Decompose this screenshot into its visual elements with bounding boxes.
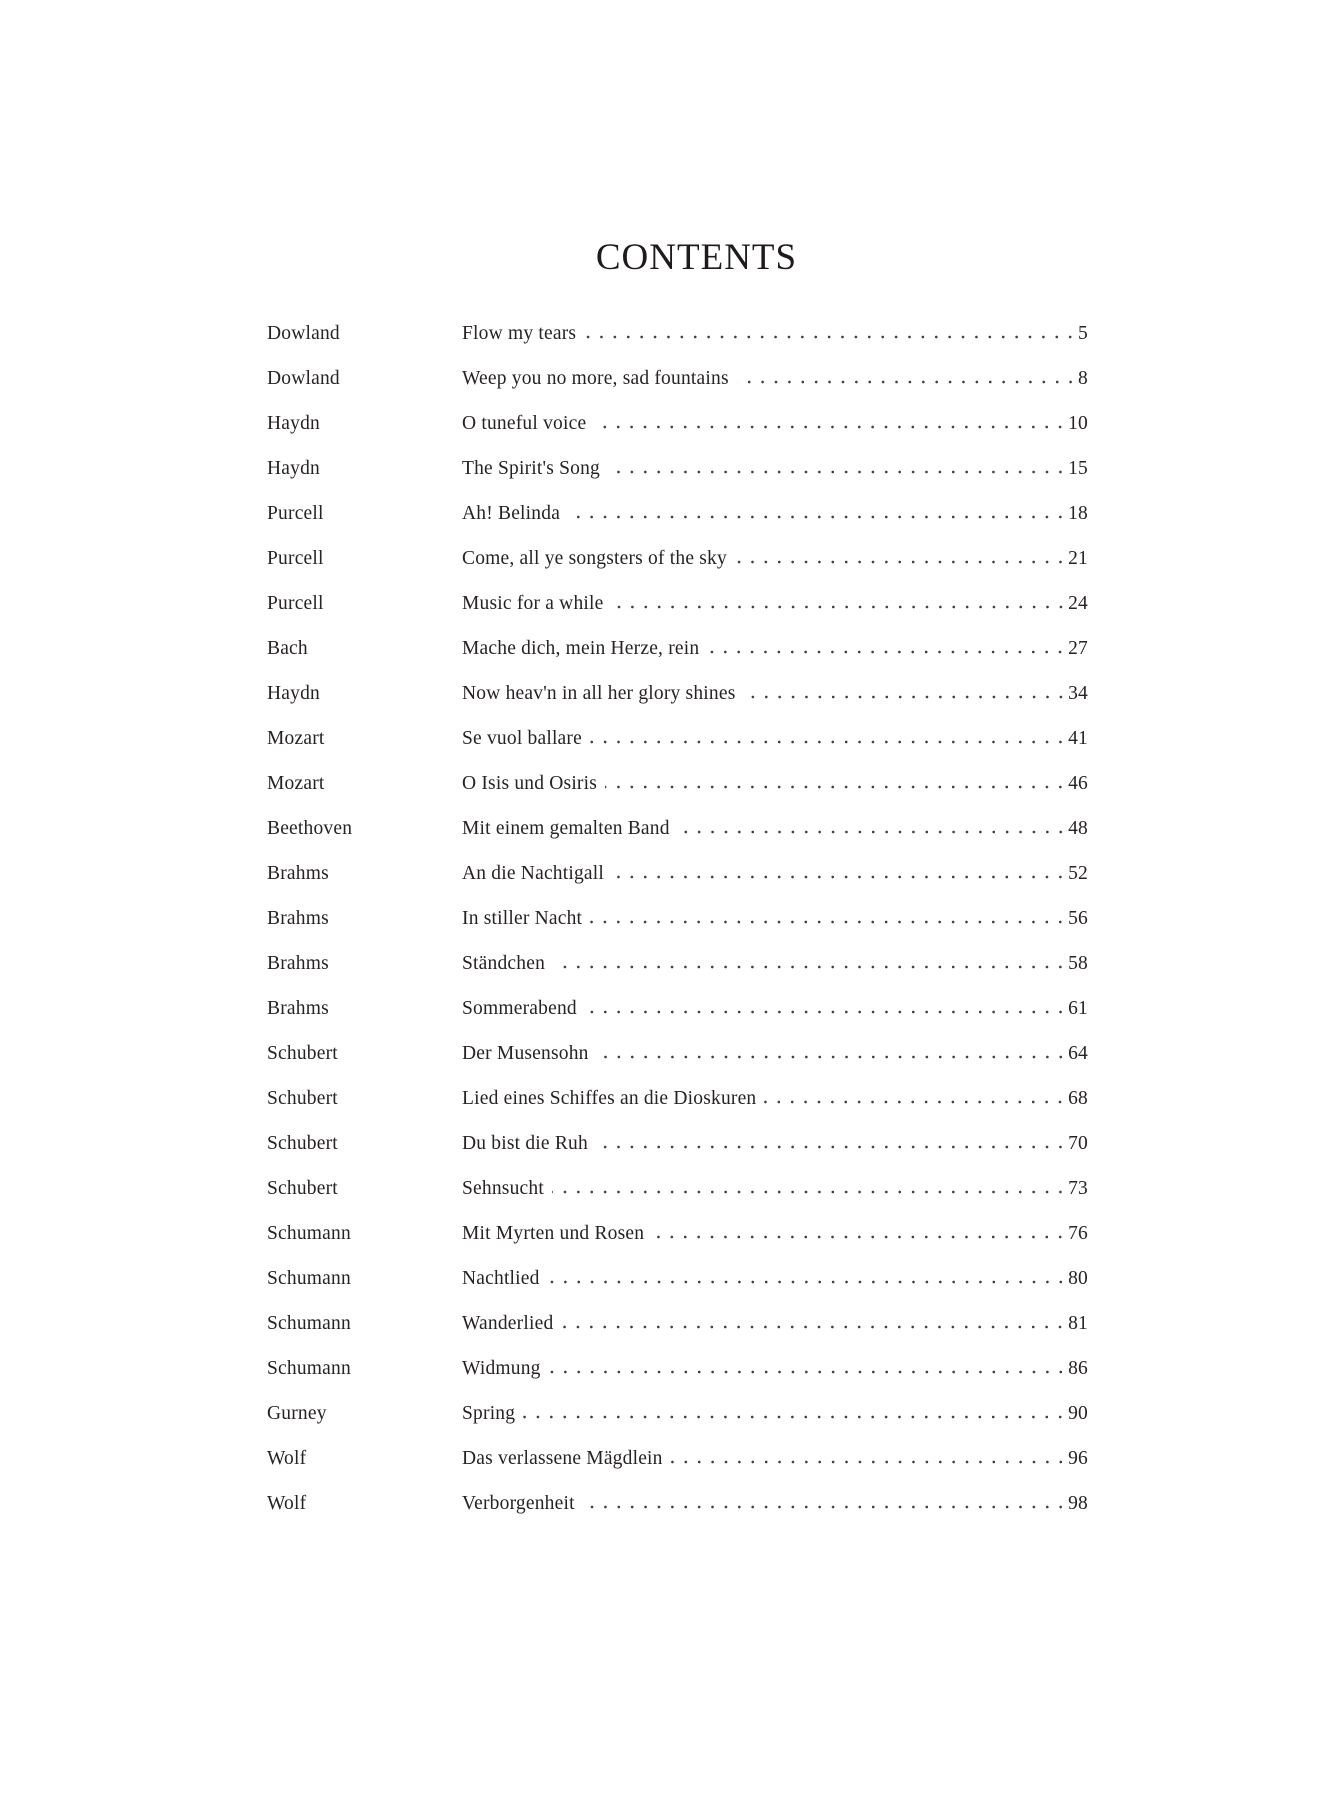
toc-composer: Haydn [267,683,320,704]
toc-title-cell [462,1166,1088,1211]
page-title: CONTENTS [595,237,798,278]
toc-page-number: 21 [1068,548,1088,569]
dot-leader [594,425,1067,429]
toc-title-cell [462,806,1088,851]
dot-leader [671,1460,1067,1464]
toc-composer: Bach [267,638,308,659]
toc-entry [267,491,1088,536]
toc-title-cell [462,716,1088,761]
toc-composer: Schumann [267,1313,351,1334]
toc-song-title: Mache dich, mein Herze, rein [462,638,700,659]
toc-title-cell [462,1301,1088,1346]
dot-leader [612,605,1068,609]
dot-leader [764,1100,1067,1104]
toc-composer: Mozart [267,773,325,794]
toc-song-title: Mit einem gemalten Band [462,818,670,839]
toc-page-number: 86 [1068,1358,1088,1379]
toc-entry [267,1301,1088,1346]
toc-song-title: Music for a while [462,593,604,614]
dot-leader [590,740,1067,744]
toc-composer: Brahms [267,998,329,1019]
toc-title-cell [462,1076,1088,1121]
toc-entry [267,356,1088,401]
toc-composer: Wolf [267,1493,307,1514]
toc-entry [267,671,1088,716]
dot-leader [597,1055,1067,1059]
dot-leader [548,1280,1067,1284]
toc-title-cell [462,986,1088,1031]
toc-composer: Mozart [267,728,325,749]
toc-entry [267,446,1088,491]
toc-title-cell [462,671,1088,716]
toc-title-cell [462,761,1088,806]
toc-page-number: 27 [1068,638,1088,659]
toc-title-cell [462,1121,1088,1166]
toc-song-title: Der Musensohn [462,1043,589,1064]
toc-entry [267,941,1088,986]
toc-composer: Purcell [267,593,324,614]
toc-title-cell [462,941,1088,986]
toc-song-title: Se vuol ballare [462,728,582,749]
toc-entry [267,986,1088,1031]
toc-page-number: 10 [1068,413,1088,434]
toc-entry [267,1211,1088,1256]
toc-entry [267,311,1088,356]
dot-leader [584,335,1077,339]
toc-song-title: An die Nachtigall [462,863,605,884]
toc-page-number: 48 [1068,818,1088,839]
dot-leader [549,1370,1067,1374]
toc-entry [267,536,1088,581]
toc-entry [267,1481,1088,1526]
toc-song-title: Ständchen [462,953,546,974]
toc-title-cell [462,1031,1088,1076]
dot-leader [523,1415,1067,1419]
dot-leader [561,1325,1067,1329]
toc-page-number: 8 [1078,368,1088,389]
toc-song-title: Flow my tears [462,323,577,344]
toc-title-cell [462,536,1088,581]
toc-song-title: The Spirit's Song [462,458,601,479]
toc-song-title: Mit Myrten und Rosen [462,1223,645,1244]
toc-composer: Schumann [267,1358,351,1379]
toc-title-cell [462,851,1088,896]
toc-song-title: Sehnsucht [462,1178,544,1199]
toc-entry [267,1031,1088,1076]
toc-composer: Dowland [267,323,340,344]
toc-composer: Purcell [267,548,324,569]
toc-entry [267,1436,1088,1481]
dot-leader [568,515,1067,519]
toc-page-number: 18 [1068,503,1088,524]
dot-leader [608,470,1067,474]
toc-title-cell [462,1211,1088,1256]
toc-entry [267,896,1088,941]
toc-composer: Purcell [267,503,324,524]
toc-page-number: 34 [1068,683,1088,704]
dot-leader [552,1190,1067,1194]
toc-page-number: 81 [1068,1313,1088,1334]
dot-leader [652,1235,1067,1239]
toc-title-cell [462,1256,1088,1301]
page-title-wrap [267,236,1088,280]
dot-leader [596,1145,1067,1149]
toc-song-title: Ah! Belinda [462,503,561,524]
dot-leader [735,560,1067,564]
dot-leader [590,920,1067,924]
toc-entry [267,626,1088,671]
toc-title-cell [462,401,1088,446]
toc-song-title: O tuneful voice [462,413,587,434]
toc-composer: Beethoven [267,818,353,839]
toc-page-number: 80 [1068,1268,1088,1289]
toc-title-cell [462,581,1088,626]
dot-leader [612,875,1067,879]
toc-composer: Dowland [267,368,340,389]
toc-composer: Schumann [267,1223,351,1244]
toc-page-number: 46 [1068,773,1088,794]
toc-composer: Brahms [267,863,329,884]
toc-page-number: 76 [1068,1223,1088,1244]
toc-page-number: 90 [1068,1403,1088,1424]
toc-composer: Schubert [267,1088,338,1109]
dot-leader [585,1010,1067,1014]
toc-composer: Schubert [267,1133,338,1154]
dot-leader [553,965,1067,969]
toc-entry [267,401,1088,446]
toc-song-title: Verborgenheit [462,1493,575,1514]
toc-song-title: Wanderlied [462,1313,554,1334]
dot-leader [737,380,1077,384]
toc-composer: Schubert [267,1178,338,1199]
toc-page-number: 68 [1068,1088,1088,1109]
toc-entry [267,1076,1088,1121]
toc-composer: Brahms [267,908,329,929]
toc-entry [267,716,1088,761]
toc-composer: Schumann [267,1268,351,1289]
toc-page-number: 96 [1068,1448,1088,1469]
toc-entry [267,1256,1088,1301]
toc-song-title: Sommerabend [462,998,577,1019]
toc-page-number: 64 [1068,1043,1088,1064]
dot-leader [707,650,1067,654]
toc-page-number: 58 [1068,953,1088,974]
toc-composer: Schubert [267,1043,338,1064]
toc-composer: Brahms [267,953,329,974]
toc-page-number: 52 [1068,863,1088,884]
toc-song-title: Come, all ye songsters of the sky [462,548,727,569]
toc-entry [267,1346,1088,1391]
dot-leader [583,1505,1067,1509]
toc-page-number: 70 [1068,1133,1088,1154]
dot-leader [605,785,1067,789]
toc-title-cell [462,311,1088,356]
toc-title-cell [462,626,1088,671]
toc-composer: Haydn [267,458,320,479]
toc-song-title: Nachtlied [462,1268,540,1289]
toc-composer: Haydn [267,413,320,434]
toc-song-title: Lied eines Schiffes an die Dioskuren [462,1088,757,1109]
toc-page-number: 24 [1068,593,1088,614]
toc-title-cell [462,1481,1088,1526]
toc-entry [267,1166,1088,1211]
toc-song-title: Weep you no more, sad fountains [462,368,729,389]
toc-page-number: 5 [1078,323,1088,344]
toc-entry [267,1121,1088,1166]
toc-entry [267,581,1088,626]
toc-composer: Wolf [267,1448,307,1469]
toc-title-cell [462,491,1088,536]
dot-leader [744,695,1068,699]
toc-entry [267,761,1088,806]
toc-entry [267,1391,1088,1436]
toc-song-title: Now heav'n in all her glory shines [462,683,736,704]
toc-page-number: 41 [1068,728,1088,749]
toc-title-cell [462,1436,1088,1481]
toc-page-number: 61 [1068,998,1088,1019]
toc-page-number: 15 [1068,458,1088,479]
toc-entry [267,851,1088,896]
toc-song-title: O Isis und Osiris [462,773,598,794]
toc-page-number: 98 [1068,1493,1088,1514]
toc-entry [267,806,1088,851]
toc-page-number: 73 [1068,1178,1088,1199]
toc-song-title: Du bist die Ruh [462,1133,588,1154]
toc-title-cell [462,1391,1088,1436]
toc-title-cell [462,356,1088,401]
toc-song-title: Spring [462,1403,516,1424]
toc-song-title: Das verlassene Mägdlein [462,1448,663,1469]
toc-page-number: 56 [1068,908,1088,929]
toc-title-cell [462,896,1088,941]
dot-leader [678,830,1067,834]
toc-title-cell [462,446,1088,491]
toc-composer: Gurney [267,1403,327,1424]
toc-song-title: Widmung [462,1358,541,1379]
toc-song-title: In stiller Nacht [462,908,583,929]
toc-list [267,311,1088,1526]
toc-title-cell [462,1346,1088,1391]
